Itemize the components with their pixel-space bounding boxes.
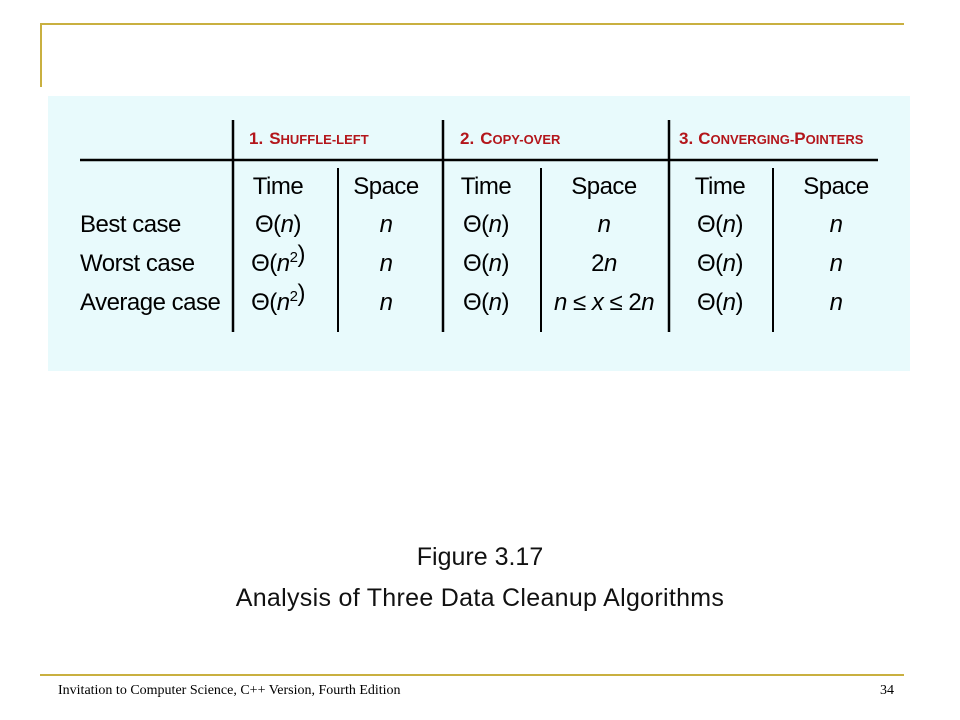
table-cell: n — [379, 211, 393, 238]
table-cell: Θ(n) — [254, 211, 302, 238]
top-rule — [40, 23, 904, 25]
subheader-space: Space — [803, 173, 869, 200]
algorithm-analysis-table — [48, 96, 910, 371]
table-cell: n — [379, 289, 393, 316]
footer-book-title: Invitation to Computer Science, C++ Version, Fourth Edition — [58, 683, 401, 698]
subheader-space: Space — [353, 173, 419, 200]
subheader-time: Time — [694, 173, 746, 200]
figure-number: Figure 3.17 — [416, 543, 544, 571]
row-label-worst-case: Worst case — [80, 250, 195, 277]
table-cell: n ≤ x ≤ 2n — [553, 289, 655, 316]
figure-table-panel — [48, 96, 910, 371]
table-cell: n — [829, 289, 843, 316]
left-rule — [40, 23, 42, 87]
table-cell: n — [829, 211, 843, 238]
row-label-best-case: Best case — [80, 211, 181, 238]
table-cell: n — [597, 211, 611, 238]
subheader-space: Space — [571, 173, 637, 200]
row-label-average-case: Average case — [80, 289, 221, 316]
group-header-copy-over: 2. COPY-OVER — [460, 129, 561, 148]
footer-rule — [40, 674, 904, 676]
table-cell: Θ(n) — [462, 250, 510, 277]
table-cell: n — [379, 250, 393, 277]
table-cell: Θ(n) — [696, 250, 744, 277]
subheader-time: Time — [460, 173, 512, 200]
group-header-converging-pointers: 3. CONVERGING-POINTERS — [679, 129, 864, 148]
table-cell: Θ(n) — [696, 289, 744, 316]
figure-caption: Analysis of Three Data Cleanup Algorithms — [235, 584, 725, 612]
table-cell: Θ(n) — [462, 289, 510, 316]
table-cell: n — [829, 250, 843, 277]
table-cell: 2n — [591, 250, 617, 277]
group-header-shuffle-left: 1. SHUFFLE-LEFT — [249, 129, 369, 148]
table-cell: Θ(n) — [462, 211, 510, 238]
table-cell: Θ(n) — [696, 211, 744, 238]
subheader-time: Time — [252, 173, 304, 200]
table-cell: $\Theta(n^2)$ — [251, 280, 305, 316]
table-cell: $\Theta(n^2)$ — [251, 241, 305, 277]
page-number: 34 — [880, 683, 894, 698]
